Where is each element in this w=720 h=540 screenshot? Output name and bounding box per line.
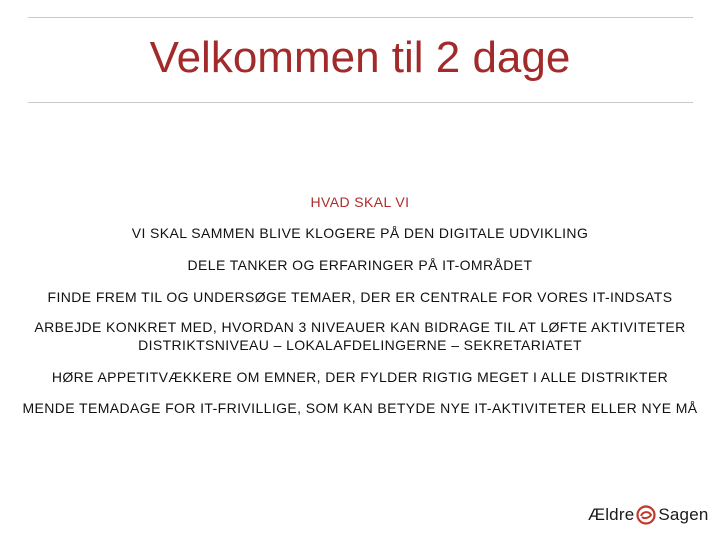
slide-title: Velkommen til 2 dage <box>149 33 571 82</box>
aeldre-sagen-swirl-icon <box>636 505 656 525</box>
agenda-heading: HVAD SKAL VI <box>310 194 410 210</box>
agenda-item: MENDE TEMADAGE FOR IT-FRIVILLIGE, SOM KAN BETYDE NYE IT-AKTIVITETER ELLER NYE MÅ <box>22 400 698 416</box>
agenda-item: VI SKAL SAMMEN BLIVE KLOGERE PÅ DEN DIGITALE UDVIKLING <box>131 225 589 241</box>
agenda-item: HØRE APPETITVÆKKERE OM EMNER, DER FYLDER RIGTIG MEGET I ALLE DISTRIKTER <box>51 369 669 385</box>
logo-text-right: Sagen <box>658 505 709 524</box>
agenda-item: DELE TANKER OG ERFARINGER PÅ IT-OMRÅDET <box>187 257 533 273</box>
agenda-item: FINDE FREM TIL OG UNDERSØGE TEMAER, DER ER CENTRALE FOR VORES IT-INDSATS <box>47 289 673 305</box>
bottom-divider <box>28 102 693 103</box>
agenda-item: ARBEJDE KONKRET MED, HVORDAN 3 NIVEAUER KAN BIDRAGE TIL AT LØFTE AKTIVITETER <box>34 319 686 335</box>
agenda-item: DISTRIKTSNIVEAU – LOKALAFDELINGERNE – SEKRETARIATET <box>138 337 582 353</box>
top-divider <box>28 17 693 18</box>
aeldre-sagen-logo <box>588 502 709 528</box>
logo-text-left: Ældre <box>588 505 635 524</box>
